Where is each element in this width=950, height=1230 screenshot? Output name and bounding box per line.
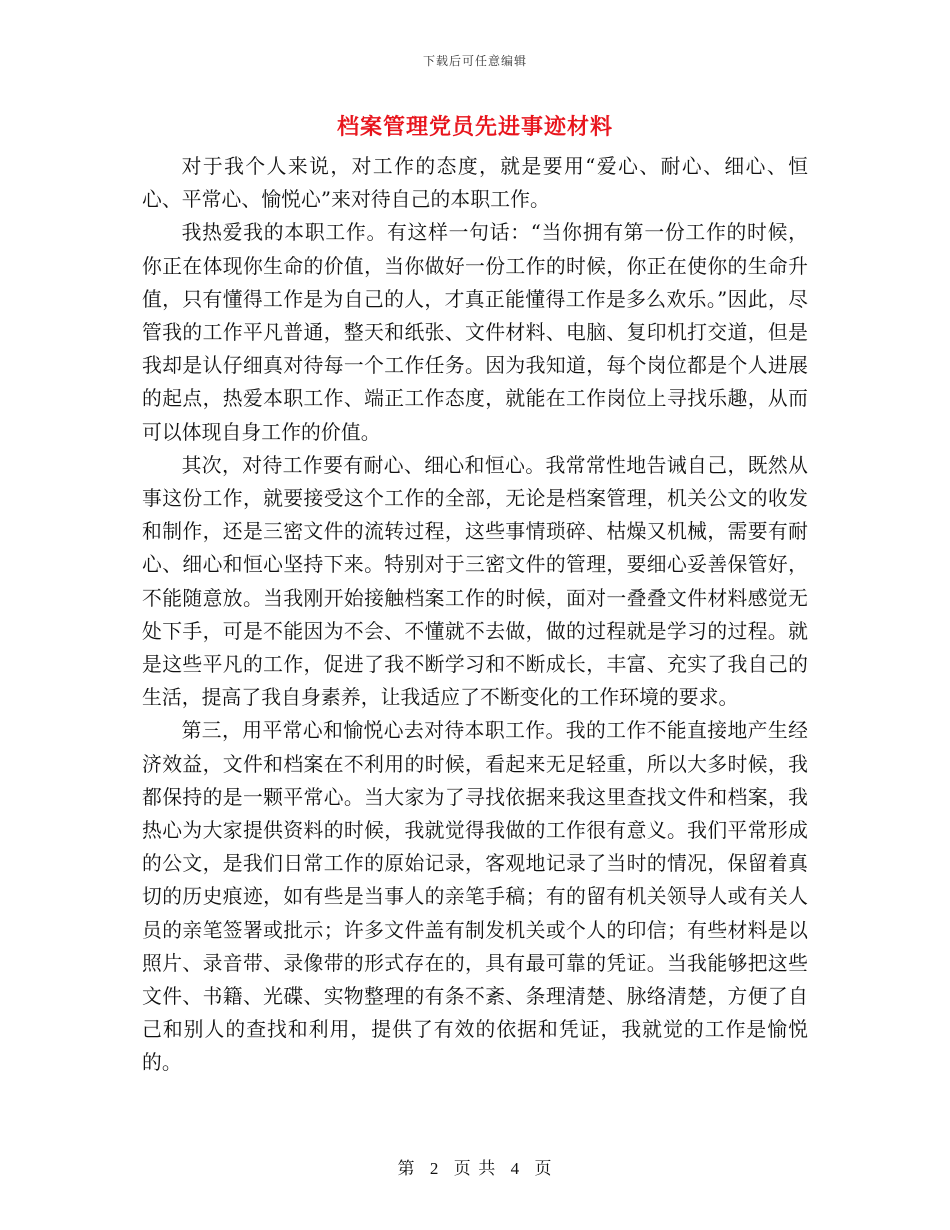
document-title: 档案管理党员先进事迹材料 [336, 115, 613, 140]
header-note: 下载后可任意编辑 [422, 54, 527, 68]
total-pages-number: 4 [510, 1159, 521, 1178]
current-page-number: 2 [429, 1159, 440, 1178]
footer-suffix: 页 [534, 1159, 553, 1179]
footer-middle: 页 共 [453, 1159, 497, 1179]
paragraph-3: 其次，对待工作要有耐心、细心和恒心。我常常性地告诫自己，既然从事这份工作，就要接受这个工作的全部，无论是档案管理，机关公文的收发和制作，还是三密文件的流转过程，这些事情琐碎、枯燥又机械，需要有耐心、细心和恒心坚持下来。特别对于三密文件的管理，要细心妥善保管好，不能随意放。当我刚开始接触档案工作的时候，面对一叠叠文件材料感觉无处下手，可是不能因为不会、不懂就不去做，做的过程就是学习的过程。就是这些平凡的工作，促进了我不断学习和不断成长，丰富、充实了我自己的生活，提高了我自身素养，让我适应了不断变化的工作环境的要求。 [142, 453, 808, 710]
paragraph-2: 我热爱我的本职工作。有这样一句话：“当你拥有第一份工作的时候，你正在体现你生命的价值，当你做好一份工作的时候，你正在使你的生命升值，只有懂得工作是为自己的人，才真正能懂得工作是多么欢乐。”因此，尽管我的工作平凡普通，整天和纸张、文件材料、电脑、复印机打交道，但是我却是认仔细真对待每一个工作任务。因为我知道，每个岗位都是个人进展的起点，热爱本职工作、端正工作态度，就能在工作岗位上寻找乐趣，从而可以体现自身工作的价值。 [142, 221, 808, 444]
paragraph-1: 对于我个人来说，对工作的态度，就是要用“爱心、耐心、细心、恒心、平常心、愉悦心”来对待自己的本职工作。 [142, 155, 808, 212]
paragraph-4: 第三，用平常心和愉悦心去对待本职工作。我的工作不能直接地产生经济效益，文件和档案在不利用的时候，看起来无足轻重，所以大多时候，我都保持的是一颗平常心。当大家为了寻找依据来我这里查找文件和档案，我热心为大家提供资料的时候，我就觉得我做的工作很有意义。我们平常形成的公文，是我们日常工作的原始记录，客观地记录了当时的情况，保留着真切的历史痕迹，如有些是当事人的亲笔手稿；有的留有机关领导人或有关人员的亲笔签署或批示；许多文件盖有制发机关或个人的印信；有些材料是以照片、录音带、录像带的形式存在的，具有最可靠的凭证。当我能够把这些文件、书籍、光碟、实物整理的有条不紊、条理清楚、脉络清楚，方便了自己和别人的查找和利用，提供了有效的依据和凭证，我就觉的工作是愉悦的。 [142, 719, 808, 1075]
footer-prefix: 第 [397, 1159, 416, 1179]
document-body [142, 150, 808, 1080]
page-footer [0, 1154, 950, 1179]
